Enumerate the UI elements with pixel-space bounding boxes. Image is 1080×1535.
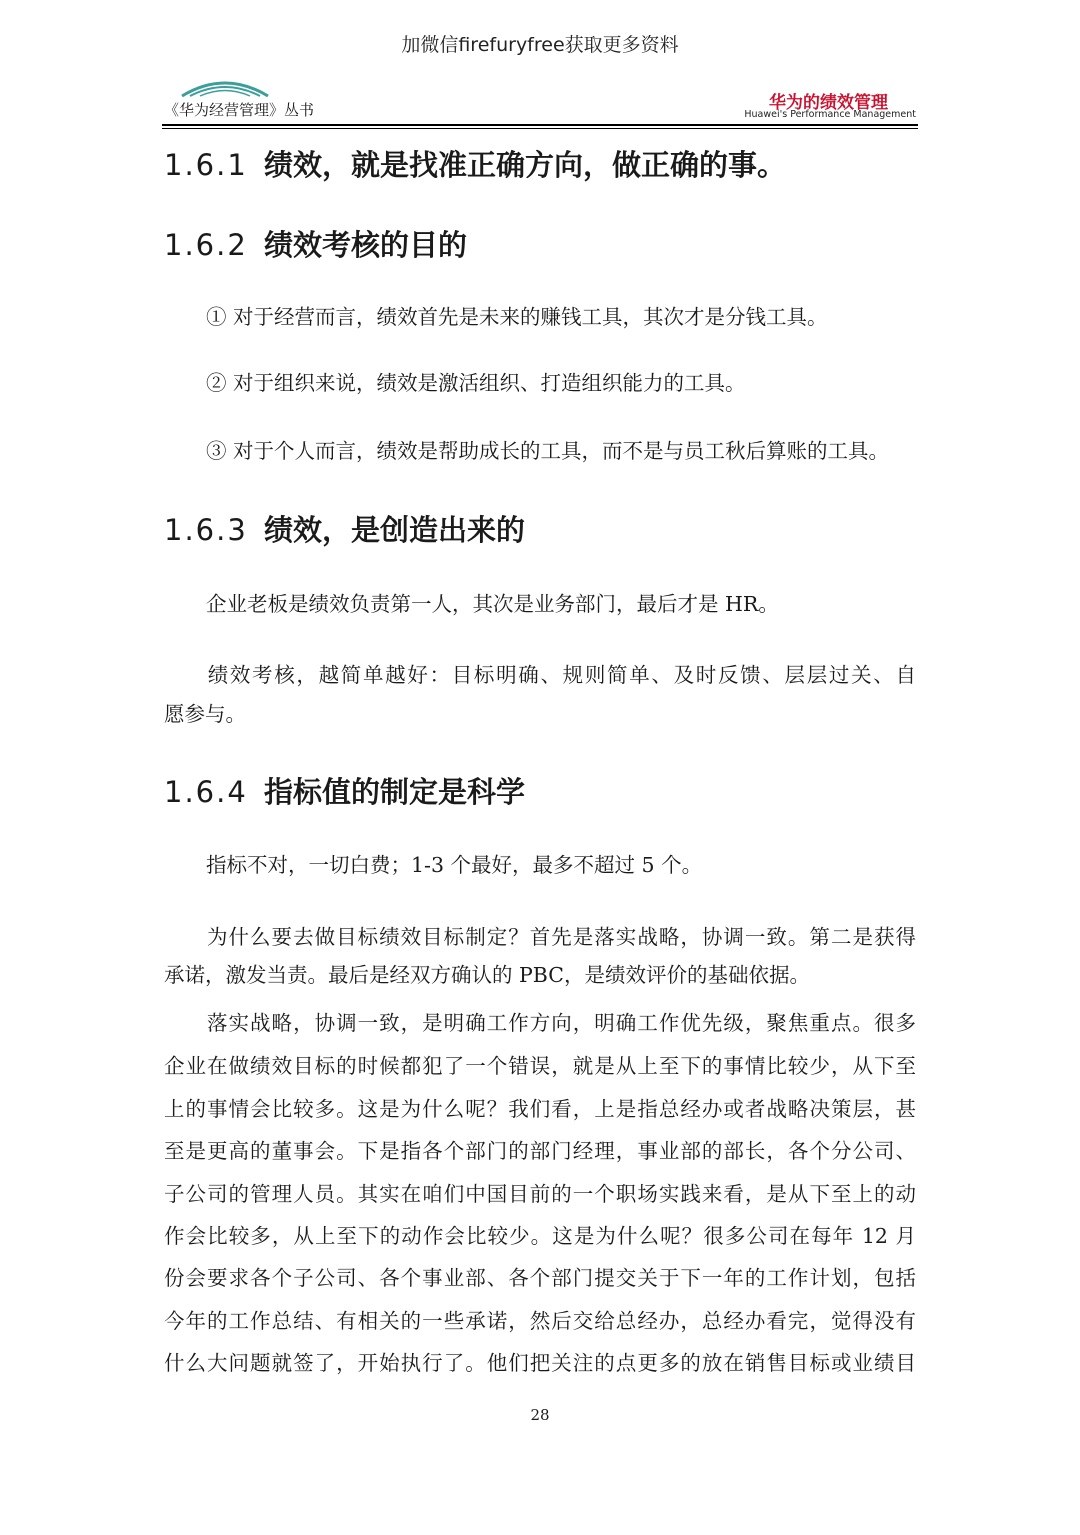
header-divider-thin: [162, 128, 918, 129]
paragraph-line: 今年的工作总结、有相关的一些承诺，然后交给总经办，总经办看完，觉得没有: [164, 1309, 916, 1333]
paragraph: 企业老板是绩效负责第一人，其次是业务部门，最后才是 HR。: [206, 592, 779, 616]
section-number: 1.6.1: [164, 148, 248, 182]
paragraph: 指标不对，一切白费；1-3 个最好，最多不超过 5 个。: [206, 853, 703, 877]
section-title: 绩效，是创造出来的: [264, 513, 526, 547]
paragraph-line: 为什么要去做目标绩效目标制定？首先是落实战略，协调一致。第二是获得: [206, 925, 916, 949]
section-heading-1-6-1: [164, 143, 786, 184]
header-divider: [162, 124, 918, 126]
list-item: ③ 对于个人而言，绩效是帮助成长的工具，而不是与员工秋后算账的工具。: [206, 439, 890, 463]
paragraph-line: 落实战略，协调一致，是明确工作方向，明确工作优先级，聚焦重点。很多: [206, 1011, 916, 1035]
list-item: ② 对于组织来说，绩效是激活组织、打造组织能力的工具。: [206, 371, 746, 395]
paragraph-line: 至是更高的董事会。下是指各个部门的部门经理，事业部的部长，各个分公司、: [164, 1139, 916, 1163]
watermark-note: 加微信firefuryfree获取更多资料: [401, 34, 679, 56]
page-number: 28: [530, 1406, 550, 1424]
paragraph-line: 作会比较多，从上至下的动作会比较少。这是为什么呢？很多公司在每年 12 月: [164, 1224, 916, 1248]
section-title: 指标值的制定是科学: [264, 775, 526, 809]
brand-title-en: Huawei's Performance Management: [744, 109, 916, 120]
section-number: 1.6.3: [164, 513, 248, 547]
paragraph-line: 绩效考核，越简单越好：目标明确、规则简单、及时反馈、层层过关、自: [206, 663, 916, 687]
list-item: ① 对于经营而言，绩效首先是未来的赚钱工具，其次才是分钱工具。: [206, 305, 828, 329]
section-heading-1-6-4: [164, 770, 525, 811]
paragraph-line: 上的事情会比较多。这是为什么呢？我们看，上是指总经办或者战略决策层，甚: [164, 1097, 916, 1121]
paragraph-line: 什么大问题就签了，开始执行了。他们把关注的点更多的放在销售目标或业绩目: [164, 1351, 916, 1375]
section-number: 1.6.2: [164, 228, 248, 262]
paragraph-line: 企业在做绩效目标的时候都犯了一个错误，就是从上至下的事情比较少，从下至: [164, 1054, 916, 1078]
section-title: 绩效，就是找准正确方向，做正确的事。: [264, 148, 787, 182]
section-number: 1.6.4: [164, 775, 248, 809]
brand-title-cn: 华为的绩效管理: [769, 93, 888, 113]
section-title: 绩效考核的目的: [264, 228, 468, 262]
paragraph-line: 份会要求各个子公司、各个事业部、各个部门提交关于下一年的工作计划，包括: [164, 1266, 916, 1290]
paragraph-line: 承诺，激发当责。最后是经双方确认的 PBC，是绩效评价的基础依据。: [164, 963, 810, 987]
series-title: 《华为经营管理》丛书: [164, 101, 315, 119]
mountain-arc-icon: [180, 76, 270, 98]
section-heading-1-6-3: [164, 508, 525, 549]
section-heading-1-6-2: [164, 223, 467, 264]
paragraph-line: 子公司的管理人员。其实在咱们中国目前的一个职场实践来看，是从下至上的动: [164, 1182, 916, 1206]
paragraph-line: 愿参与。: [164, 702, 246, 726]
